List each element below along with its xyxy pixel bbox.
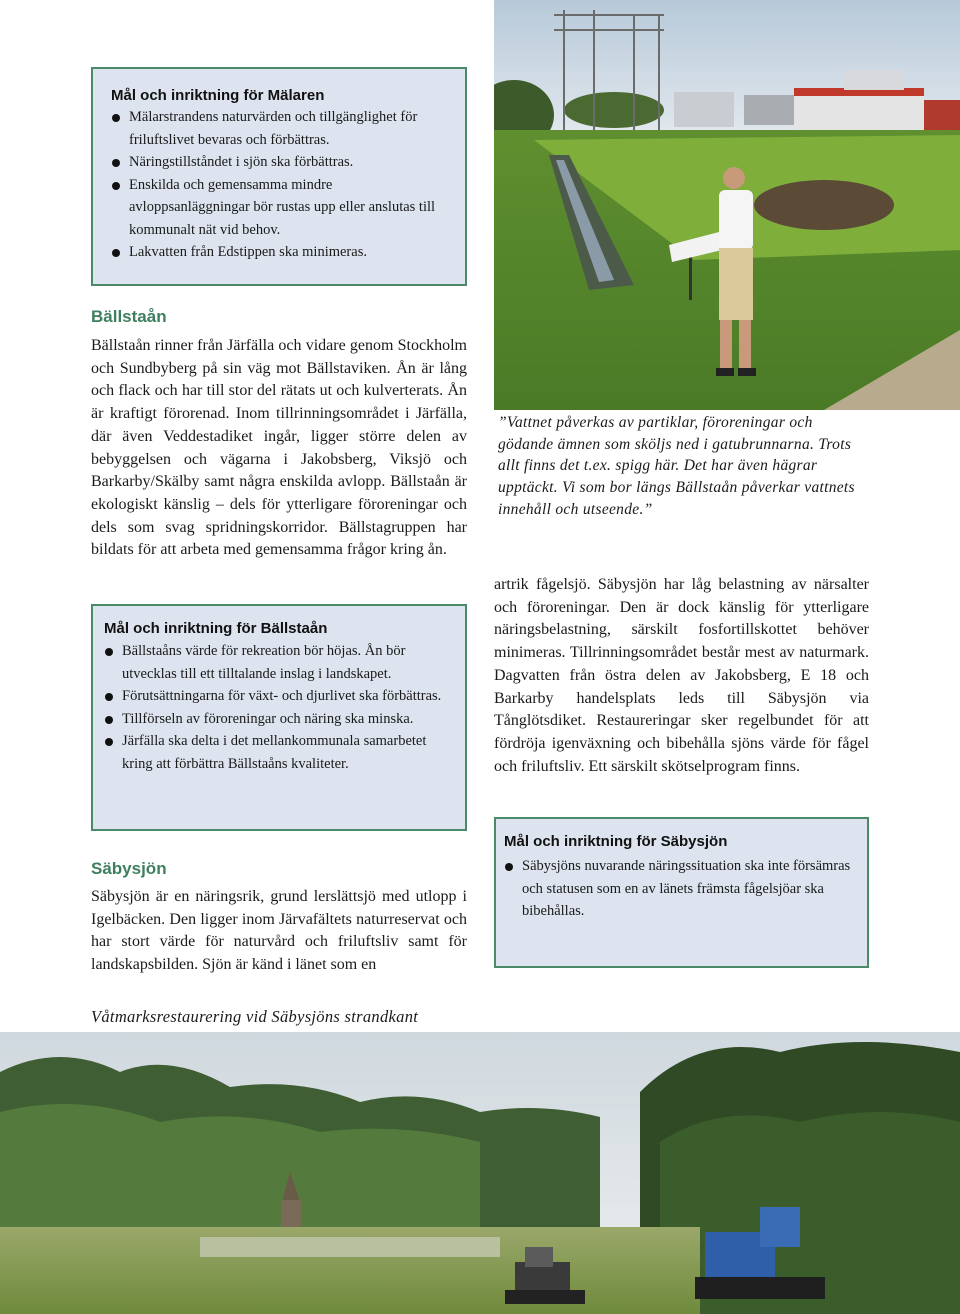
sabysjon-goals-title: Mål och inriktning för Säbysjön <box>504 833 728 850</box>
ballstaan-goals-list <box>104 640 453 775</box>
malaren-goals-box <box>91 67 467 286</box>
sabysjon-photo <box>0 1032 960 1314</box>
list-item: Säbysjöns nuvarande näringssituation ska inte försämras och statusen som en av länets främsta fågelsjöar ska bibehållas. <box>504 855 855 923</box>
list-item: Bällstaåns värde för rekreation bör höjas. Ån bör utvecklas till ett tilltalande inslag i landskapet. <box>104 640 453 685</box>
list-item: Mälarstrandens naturvärden och tillgänglighet för friluftslivet bevaras och förbättras. <box>111 106 449 151</box>
sabysjon-goals-list <box>504 855 855 923</box>
list-item: Enskilda och gemensamma mindre avloppsanläggningar bör rustas upp eller anslutas till kommunalt nät vid behov. <box>111 174 449 242</box>
list-item: Lakvatten från Edstippen ska minimeras. <box>111 241 449 264</box>
malaren-goals-list <box>111 106 449 264</box>
list-item: Tillförseln av föroreningar och näring ska minska. <box>104 708 453 731</box>
ballstaan-heading: Bällstaån <box>91 307 167 326</box>
sabysjon-body-left: Säbysjön är en näringsrik, grund lerslättsjö med utlopp i Igelbäcken. Den ligger inom Järvafältets naturreservat och har stort värde för naturvård och friluftsliv samt för landskapsbilden. Sjön är känd i länet som en <box>91 888 467 974</box>
list-item: Förutsättningarna för växt- och djurlivet ska förbättras. <box>104 685 453 708</box>
sabysjon-goals-box <box>494 817 869 968</box>
ballstaan-body: Bällstaån rinner från Järfälla och vidare genom Stockholm och Sundbyberg på sin väg mot Bällstaviken. Ån är lång och flack och har till stor del rätats ut och kulverterats. Ån är kraftigt förorenad. Inom tillrinningsområdet i Järfälla, där även Veddestadiket ingår, ligger större delen av bebyggelsen och vägarna i Jakobsberg, Viksjö och Barkarby/Skälby samt några enskilda avlopp. Bällstaån är ekologiskt känslig – dels för ytterligare föroreningar och dels som svag spridningskorridor. Bällstagruppen har bildats för att arbeta med gemensamma frågor kring ån. <box>91 337 467 559</box>
ballstaan-goals-title: Mål och inriktning för Bällstaån <box>104 620 328 637</box>
sabysjon-heading: Säbysjön <box>91 859 167 878</box>
malaren-goals-title: Mål och inriktning för Mälaren <box>111 87 325 104</box>
ballstaan-photo <box>494 0 960 410</box>
photo-quote: ”Vattnet påverkas av partiklar, föroreningar och gödande ämnen som sköljs ned i gatubrunnarna. Trots allt finns det t.ex. spigg här. Det har även hägrar upptäckt. Vi som bor längs Bällstaån påverkar vattnets innehåll och utseende.” <box>498 414 855 518</box>
sabysjon-body-right: artrik fågelsjö. Säbysjön har låg belastning av närsalter och föroreningar. Den är dock känslig för ytterligare näringsbelastning, särskilt fosfortillskottet behöver minimeras. Tillrinningsområdet består mest av naturmark. Dagvatten från östra delen av Jakobsberg, E 18 och Barkarby handelsplats leds till Säbysjön via Tånglötsdiket. Restaureringar sker regelbundet för att fördröja igenväxning och bibehålla sjöns värde för fågel och friluftsliv. Ett särskilt skötselprogram finns. <box>494 576 869 775</box>
ballstaan-goals-box <box>91 604 467 831</box>
photo-caption: Våtmarksrestaurering vid Säbysjöns strandkant <box>91 1007 419 1026</box>
list-item: Järfälla ska delta i det mellankommunala samarbetet kring att förbättra Bällstaåns kvaliteter. <box>104 730 453 775</box>
list-item: Näringstillståndet i sjön ska förbättras. <box>111 151 449 174</box>
